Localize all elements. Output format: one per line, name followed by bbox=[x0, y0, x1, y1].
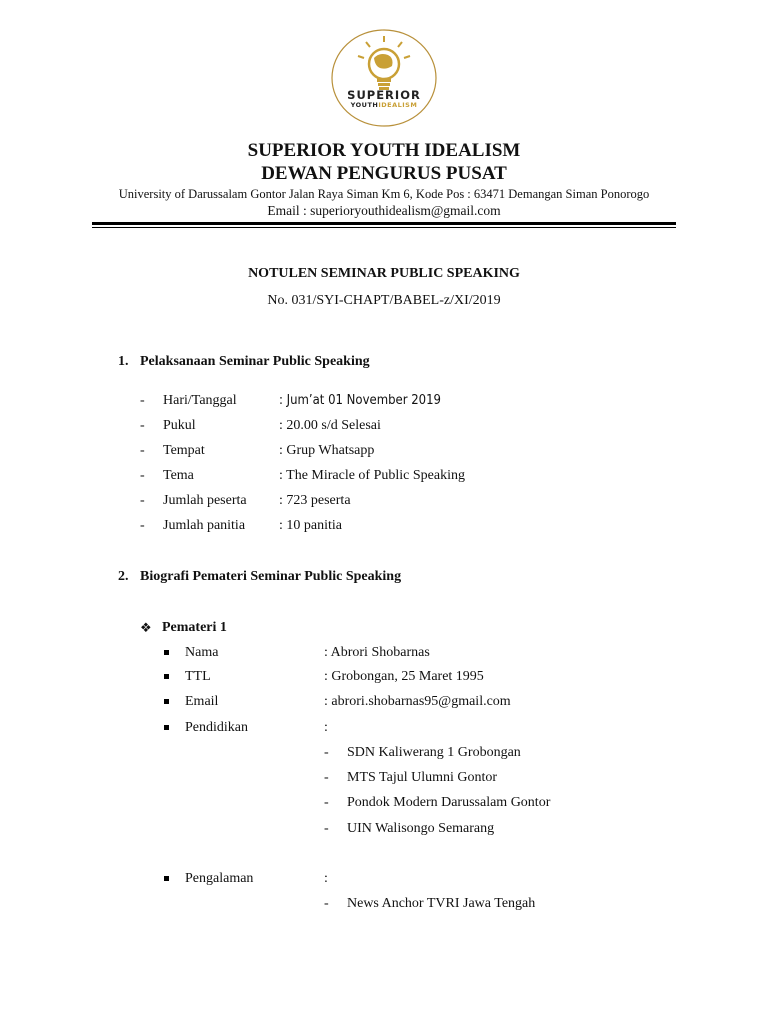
logo-text-top: SUPERIOR bbox=[347, 88, 421, 102]
dash-marker: - bbox=[140, 443, 145, 458]
organization-name: SUPERIOR YOUTH IDEALISM bbox=[247, 140, 521, 161]
dash-marker: - bbox=[324, 795, 329, 810]
square-bullet-icon bbox=[164, 650, 169, 655]
dash-marker: - bbox=[324, 896, 329, 911]
document-number: No. 031/SYI-CHAPT/BABEL-z/XI/2019 bbox=[267, 293, 501, 308]
section-1-number: 1. bbox=[118, 354, 129, 369]
section-1-heading bbox=[118, 353, 618, 371]
organization-email: Email : superioryouthidealism@gmail.com bbox=[267, 203, 501, 218]
row-value: : Jum’at 01 November 2019 bbox=[279, 393, 441, 408]
pendidikan-item bbox=[0, 794, 768, 812]
bio-label: TTL bbox=[185, 669, 211, 684]
bio-value: : bbox=[324, 871, 328, 886]
row-label: Jumlah peserta bbox=[163, 493, 247, 508]
dash-marker: - bbox=[140, 493, 145, 508]
pendidikan-text: Pondok Modern Darussalam Gontor bbox=[347, 795, 551, 810]
square-bullet-icon bbox=[164, 699, 169, 704]
row-label: Jumlah panitia bbox=[163, 518, 246, 533]
bio-value: : Grobongan, 25 Maret 1995 bbox=[324, 669, 484, 684]
dash-marker: - bbox=[324, 745, 329, 760]
organization-address: University of Darussalam Gontor Jalan Raya Siman Km 6, Kode Pos : 63471 Demangan Siman Ponorogo bbox=[118, 187, 650, 201]
dash-marker: - bbox=[324, 770, 329, 785]
section-2-heading bbox=[118, 568, 618, 586]
detail-row-tema bbox=[0, 467, 768, 485]
pendidikan-text: UIN Walisongo Semarang bbox=[347, 821, 495, 836]
dash-marker: - bbox=[140, 468, 145, 483]
pengalaman-item bbox=[0, 895, 768, 913]
pendidikan-item bbox=[0, 769, 768, 787]
row-label: Tema bbox=[163, 468, 194, 483]
pendidikan-item bbox=[0, 820, 768, 838]
dash-marker: - bbox=[140, 518, 145, 533]
square-bullet-icon bbox=[164, 725, 169, 730]
logo-text-youth: YOUTH bbox=[350, 101, 379, 109]
logo-text-idealism: IDEALISM bbox=[378, 101, 418, 109]
section-2-title: Biografi Pemateri Seminar Public Speaking bbox=[140, 569, 402, 584]
bio-row-pengalaman bbox=[0, 870, 768, 888]
row-label: Pukul bbox=[163, 418, 196, 433]
row-value: : 20.00 s/d Selesai bbox=[279, 418, 381, 433]
organization-unit: DEWAN PENGURUS PUSAT bbox=[261, 163, 507, 184]
dash-marker: - bbox=[140, 418, 145, 433]
header-divider-thick bbox=[92, 222, 676, 225]
pendidikan-text: MTS Tajul Ulumni Gontor bbox=[347, 770, 498, 785]
pendidikan-text: SDN Kaliwerang 1 Grobongan bbox=[347, 745, 521, 760]
bio-label: Pendidikan bbox=[185, 720, 248, 735]
pemateri-label: Pemateri 1 bbox=[162, 620, 227, 635]
detail-row-pukul bbox=[0, 417, 768, 435]
square-bullet-icon bbox=[164, 876, 169, 881]
bio-row-ttl bbox=[0, 668, 768, 686]
document-title: NOTULEN SEMINAR PUBLIC SPEAKING bbox=[248, 266, 520, 281]
bio-label: Nama bbox=[185, 645, 219, 660]
row-label: Tempat bbox=[163, 443, 205, 458]
logo-text-bottom bbox=[336, 101, 432, 109]
bio-value: : Abrori Shobarnas bbox=[324, 645, 430, 660]
pendidikan-item bbox=[0, 744, 768, 762]
row-value: : 10 panitia bbox=[279, 518, 342, 533]
detail-row-hari-tanggal bbox=[0, 392, 768, 410]
detail-row-jumlah-peserta bbox=[0, 492, 768, 510]
section-1-title: Pelaksanaan Seminar Public Speaking bbox=[140, 354, 370, 369]
bio-row-email bbox=[0, 693, 768, 711]
detail-row-tempat bbox=[0, 442, 768, 460]
square-bullet-icon bbox=[164, 674, 169, 679]
section-2-number: 2. bbox=[118, 569, 129, 584]
dash-marker: - bbox=[140, 393, 145, 408]
dash-marker: - bbox=[324, 821, 329, 836]
bio-value: : abrori.shobarnas95@gmail.com bbox=[324, 694, 511, 709]
pengalaman-text: News Anchor TVRI Jawa Tengah bbox=[347, 896, 536, 911]
bio-value: : bbox=[324, 720, 328, 735]
row-value: : 723 peserta bbox=[279, 493, 351, 508]
header-divider-thin bbox=[92, 227, 676, 228]
row-value: : The Miracle of Public Speaking bbox=[279, 468, 465, 483]
diamond-bullet-icon: ❖ bbox=[140, 620, 152, 635]
bio-label: Pengalaman bbox=[185, 871, 254, 886]
pemateri-heading bbox=[0, 619, 768, 637]
bio-label: Email bbox=[185, 694, 219, 709]
detail-row-jumlah-panitia bbox=[0, 517, 768, 535]
bio-row-pendidikan bbox=[0, 719, 768, 737]
row-value: : Grup Whatsapp bbox=[279, 443, 375, 458]
organization-logo bbox=[330, 28, 438, 128]
row-label: Hari/Tanggal bbox=[163, 393, 237, 408]
bio-row-nama bbox=[0, 644, 768, 662]
